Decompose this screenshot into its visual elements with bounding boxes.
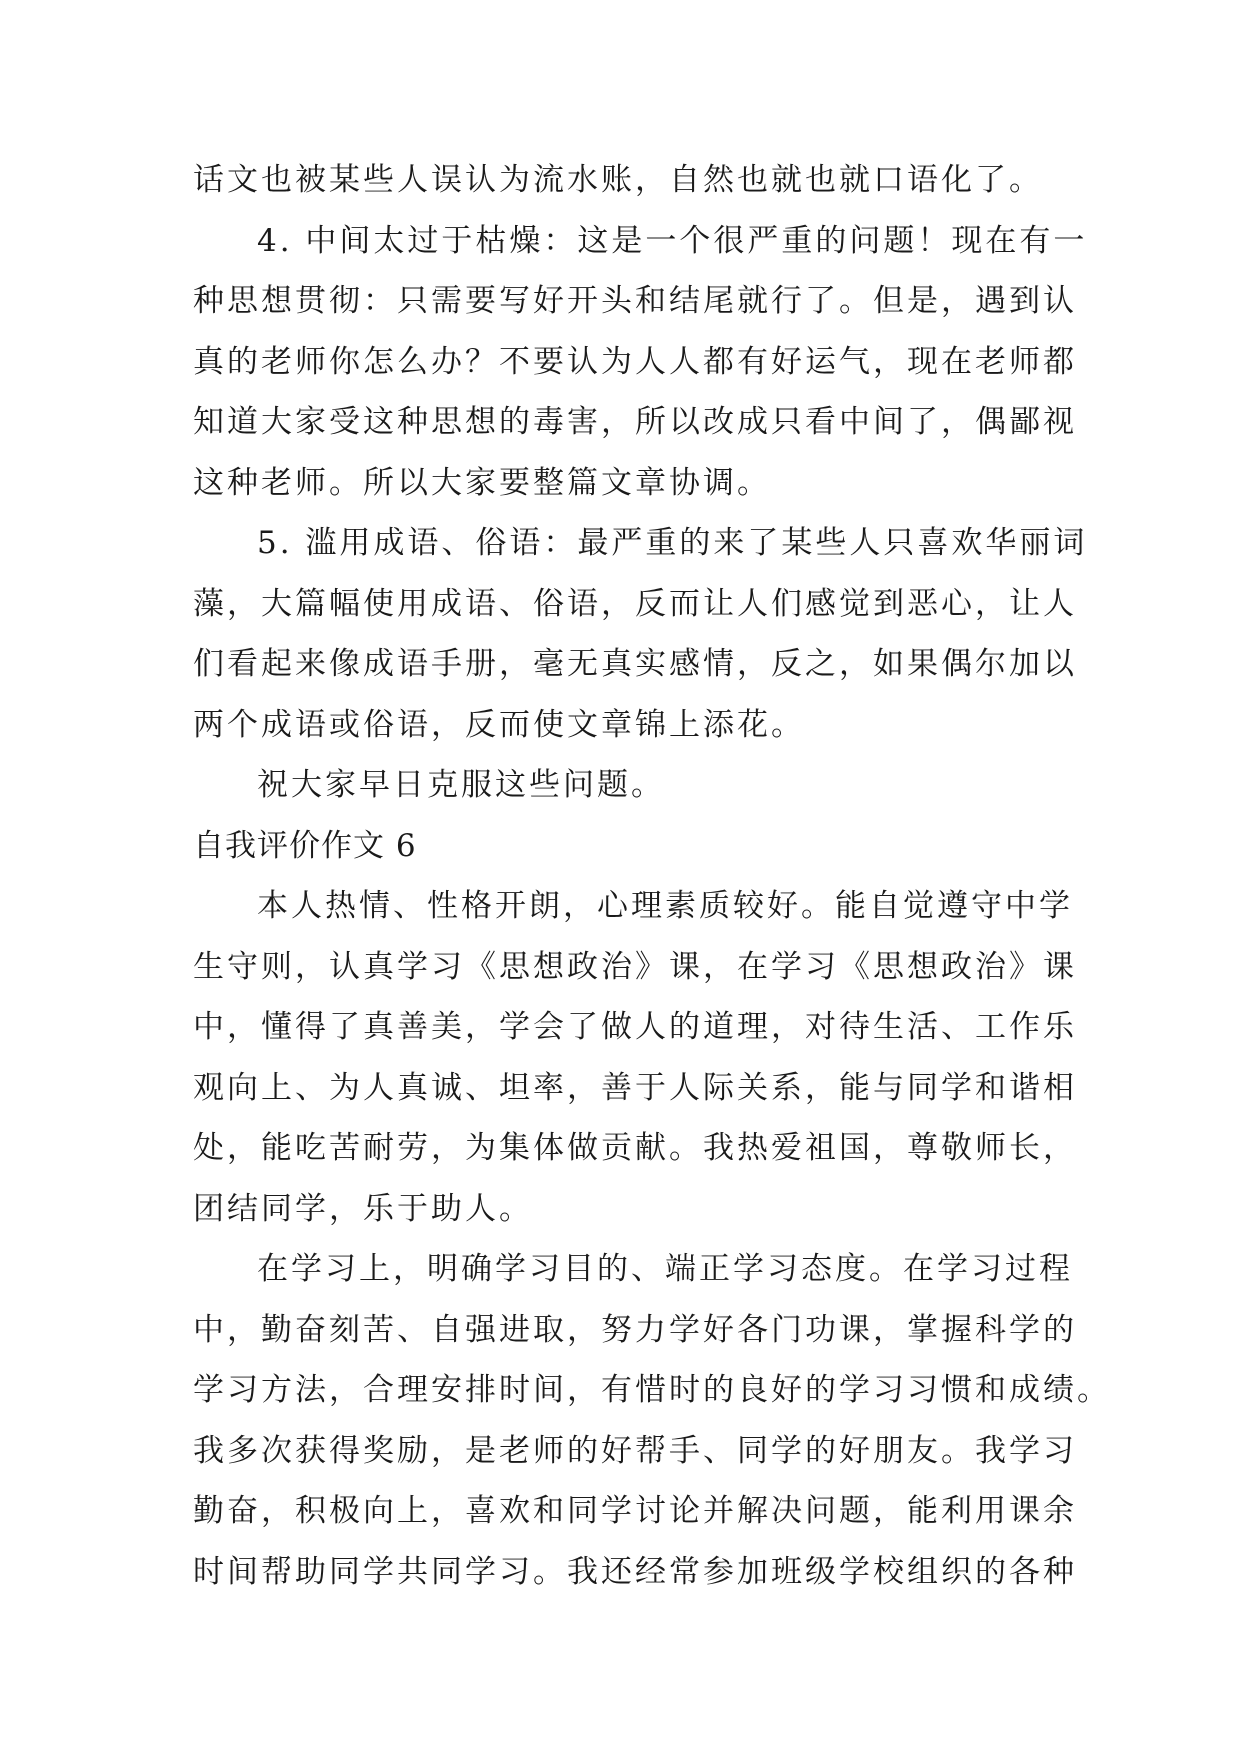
text-line: 观向上、为人真诚、坦率，善于人际关系，能与同学和谐相 [193, 1069, 1077, 1106]
text-line: 中，懂得了真善美，学会了做人的道理，对待生活、工作乐 [193, 1009, 1077, 1045]
text-line: 勤奋，积极向上，喜欢和同学讨论并解决问题，能利用课余 [193, 1493, 1077, 1529]
text-line: 这种老师。所以大家要整篇文章协调。 [193, 464, 771, 501]
text-line: 藻，大篇幅使用成语、俗语，反而让人们感觉到恶心，让人 [193, 585, 1077, 622]
text-line: 两个成语或俗语，反而使文章锦上添花。 [193, 706, 805, 743]
text-line: 种思想贯彻：只需要写好开头和结尾就行了。但是，遇到认 [193, 283, 1077, 319]
text-line: 话文也被某些人误认为流水账，自然也就也就口语化了。 [193, 162, 1043, 198]
paragraph-start-line: 在学习上，明确学习目的、端正学习态度。在学习过程 [257, 1251, 1073, 1287]
paragraph-start-line: 4. 中间太过于枯燥：这是一个很严重的问题！现在有一 [257, 222, 1088, 259]
text-line: 生守则，认真学习《思想政治》课，在学习《思想政治》课 [193, 948, 1077, 985]
text-line: 们看起来像成语手册，毫无真实感情，反之，如果偶尔加以 [193, 646, 1077, 682]
text-line: 中，勤奋刻苦、自强进取，努力学好各门功课，掌握科学的 [193, 1311, 1077, 1348]
text-line: 团结同学，乐于助人。 [193, 1190, 533, 1227]
text-line: 时间帮助同学共同学习。我还经常参加班级学校组织的各种 [193, 1553, 1077, 1590]
paragraph-start-line: 祝大家早日克服这些问题。 [257, 767, 665, 803]
text-line: 真的老师你怎么办？不要认为人人都有好运气，现在老师都 [193, 343, 1077, 380]
document-body [193, 150, 1111, 1602]
paragraph-start-line: 5. 滥用成语、俗语：最严重的来了某些人只喜欢华丽词 [257, 525, 1088, 561]
text-line: 知道大家受这种思想的毒害，所以改成只看中间了，偶鄙视 [193, 404, 1077, 440]
text-line: 学习方法，合理安排时间，有惜时的良好的学习习惯和成绩。 [193, 1372, 1111, 1408]
paragraph-start-line: 本人热情、性格开朗，心理素质较好。能自觉遵守中学 [257, 888, 1073, 924]
text-line: 我多次获得奖励，是老师的好帮手、同学的好朋友。我学习 [193, 1432, 1077, 1469]
section-heading: 自我评价作文 6 [193, 827, 417, 864]
text-line: 处，能吃苦耐劳，为集体做贡献。我热爱祖国，尊敬师长， [193, 1130, 1077, 1166]
